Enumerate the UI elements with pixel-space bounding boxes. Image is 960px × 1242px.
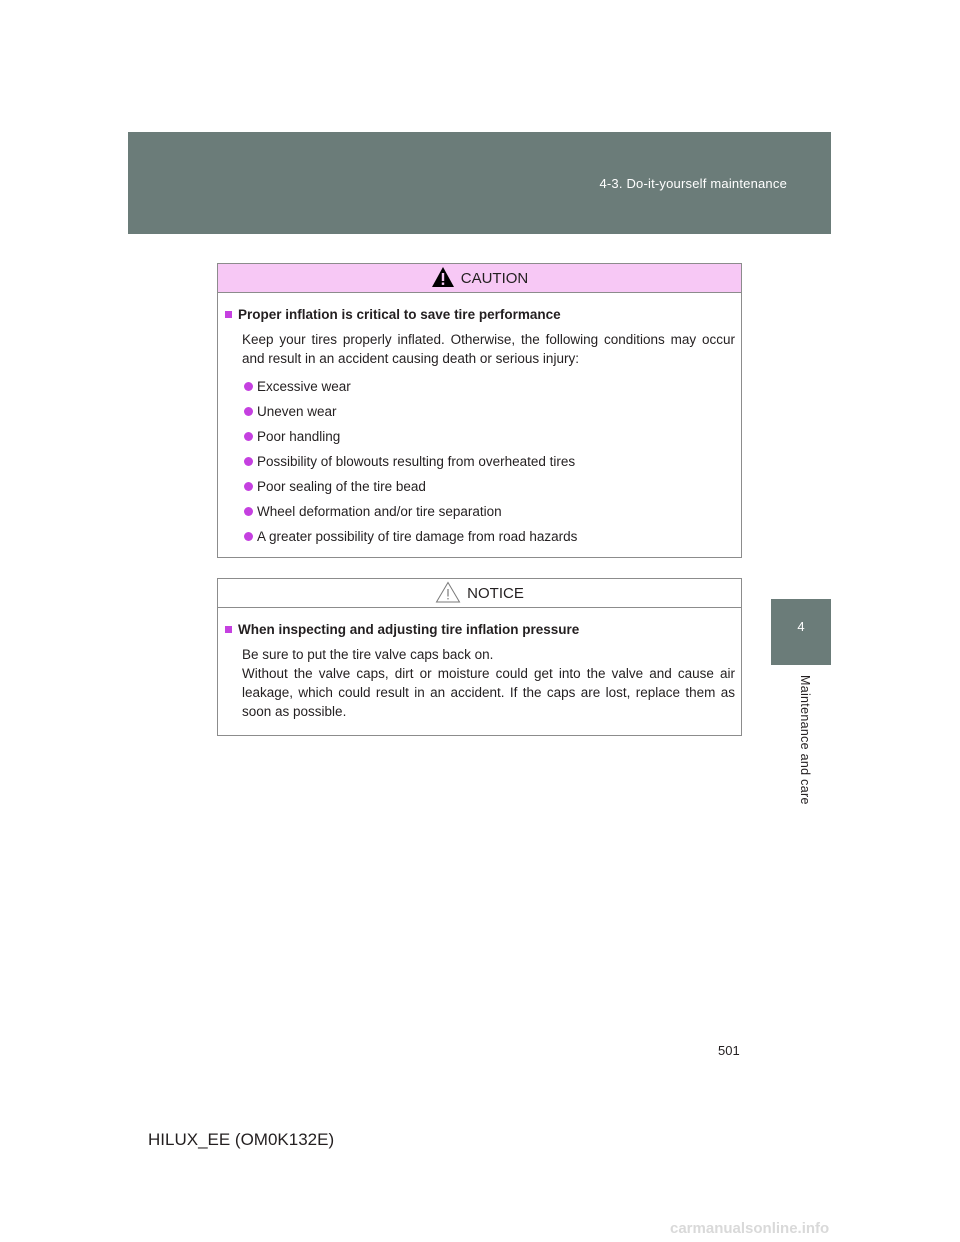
notice-box: [217, 578, 742, 736]
bullet-dot-icon: [244, 532, 253, 541]
notice-paragraph: [242, 645, 735, 721]
chapter-number: 4: [797, 619, 805, 634]
bullet-dot-icon: [244, 382, 253, 391]
header-band: [128, 132, 831, 234]
bullet-dot-icon: [244, 482, 253, 491]
notice-header: [218, 579, 741, 608]
bullet-dot-icon: [244, 432, 253, 441]
notice-topic: [225, 620, 735, 639]
document-code: HILUX_EE (OM0K132E): [148, 1130, 335, 1149]
square-bullet-icon: [225, 311, 232, 318]
notice-topic-text: When inspecting and adjusting tire inflation pressure: [238, 622, 580, 637]
list-item: Possibility of blowouts resulting from overheated tires: [244, 449, 735, 474]
bullet-dot-icon: [244, 457, 253, 466]
caution-header: [218, 264, 741, 293]
chapter-tab: [771, 599, 831, 665]
page-number: 501: [718, 1043, 740, 1058]
caution-body: [218, 293, 741, 549]
bullet-dot-icon: [244, 407, 253, 416]
caution-list: [244, 374, 735, 549]
list-item: A greater possibility of tire damage from road hazards: [244, 524, 735, 549]
warning-triangle-outline-icon: [435, 581, 461, 603]
list-item: Poor handling: [244, 424, 735, 449]
list-item: Wheel deformation and/or tire separation: [244, 499, 735, 524]
notice-body: [218, 608, 741, 721]
bullet-dot-icon: [244, 507, 253, 516]
caution-topic: [225, 305, 735, 324]
list-item: Poor sealing of the tire bead: [244, 474, 735, 499]
chapter-label: Maintenance and care: [798, 675, 812, 805]
caution-topic-text: Proper inflation is critical to save tire performance: [238, 307, 561, 322]
list-item: Uneven wear: [244, 399, 735, 424]
list-item: Excessive wear: [244, 374, 735, 399]
caution-heading: CAUTION: [460, 269, 529, 287]
caution-paragraph: Keep your tires properly inflated. Otherwise, the following conditions may occur and result in an accident causing death or serious injury:: [242, 332, 735, 366]
section-title: 4-3. Do-it-yourself maintenance: [599, 176, 787, 191]
notice-heading: NOTICE: [467, 584, 524, 602]
square-bullet-icon: [225, 626, 232, 633]
notice-line: Without the valve caps, dirt or moisture could get into the valve and cause air leakage, which could result in an accident. If the caps are lost, replace them as soon as possible.: [242, 666, 735, 719]
caution-box: [217, 263, 742, 558]
warning-triangle-filled-icon: [431, 266, 455, 288]
notice-line: Be sure to put the tire valve caps back on.: [242, 647, 494, 662]
watermark: carmanualsonline.info: [670, 1220, 830, 1237]
